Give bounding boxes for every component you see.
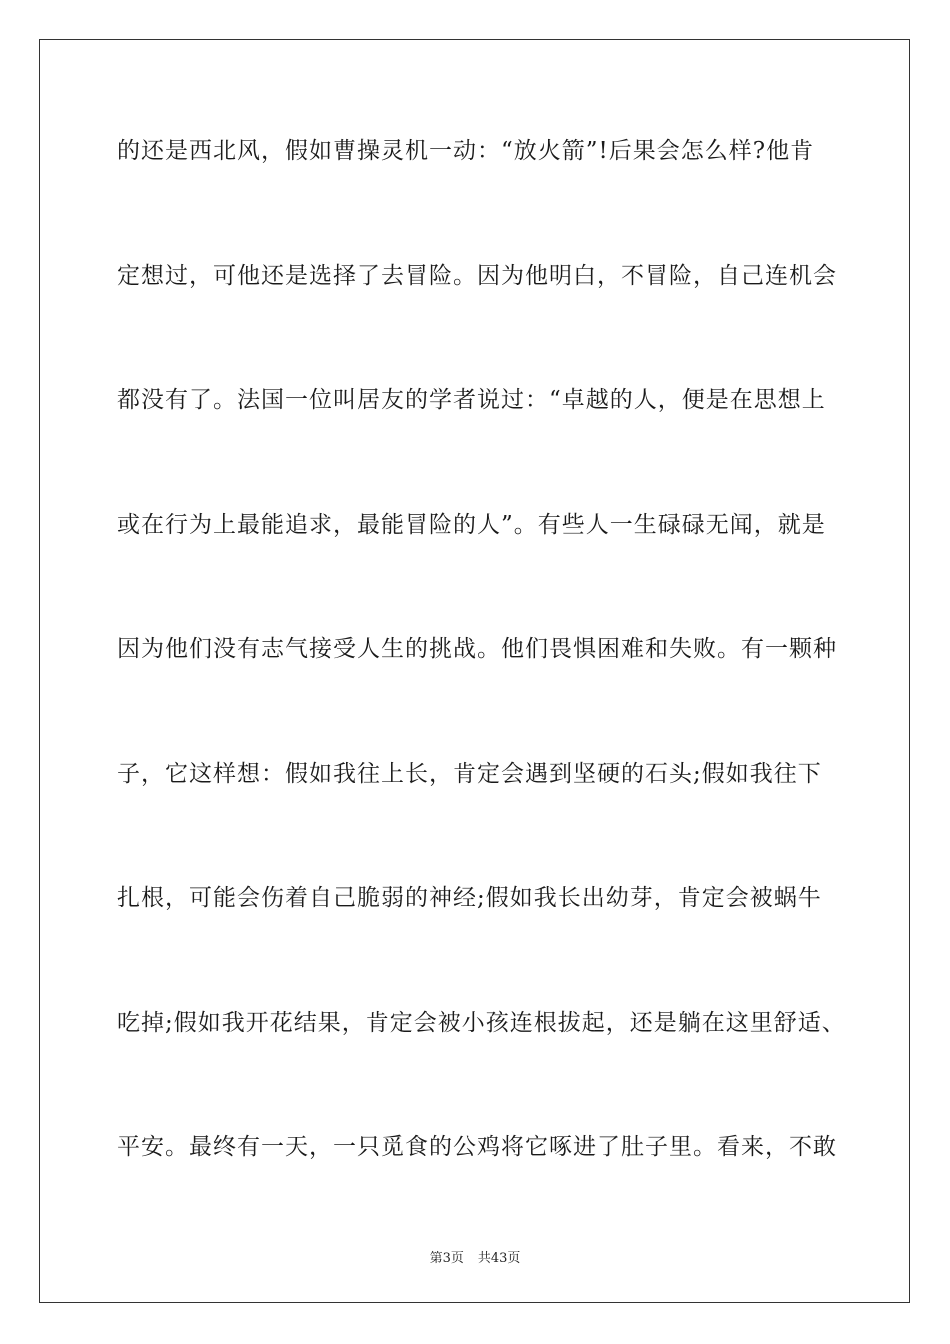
text-line: 子，它这样想：假如我往上长，肯定会遇到坚硬的石头;假如我往下 bbox=[117, 760, 822, 787]
page-number: 第3页 bbox=[429, 1251, 464, 1266]
text-line: 因为他们没有志气接受人生的挑战。他们畏惧困难和失败。有一颗种 bbox=[117, 636, 837, 662]
text-line: 或在行为上最能追求，最能冒险的人”。有些人一生碌碌无闻，就是 bbox=[117, 511, 826, 538]
text-line: 吃掉;假如我开花结果，肯定会被小孩连根拔起，还是躺在这里舒适、 bbox=[117, 1009, 846, 1036]
text-line: 的还是西北风，假如曹操灵机一动：“放火箭”!后果会怎么样?他肯 bbox=[117, 138, 815, 164]
page-total: 共43页 bbox=[477, 1251, 521, 1266]
text-line: 平安。最终有一天，一只觅食的公鸡将它啄进了肚子里。看来，不敢 bbox=[117, 1134, 837, 1160]
text-line: 定想过，可他还是选择了去冒险。因为他明白，不冒险，自己连机会 bbox=[117, 262, 837, 289]
body-text bbox=[117, 125, 846, 1246]
text-line: 都没有了。法国一位叫居友的学者说过：“卓越的人，便是在思想上 bbox=[117, 387, 826, 413]
page-footer bbox=[0, 1247, 950, 1266]
text-line: 扎根，可能会伤着自己脆弱的神经;假如我长出幼芽，肯定会被蜗牛 bbox=[117, 885, 822, 911]
